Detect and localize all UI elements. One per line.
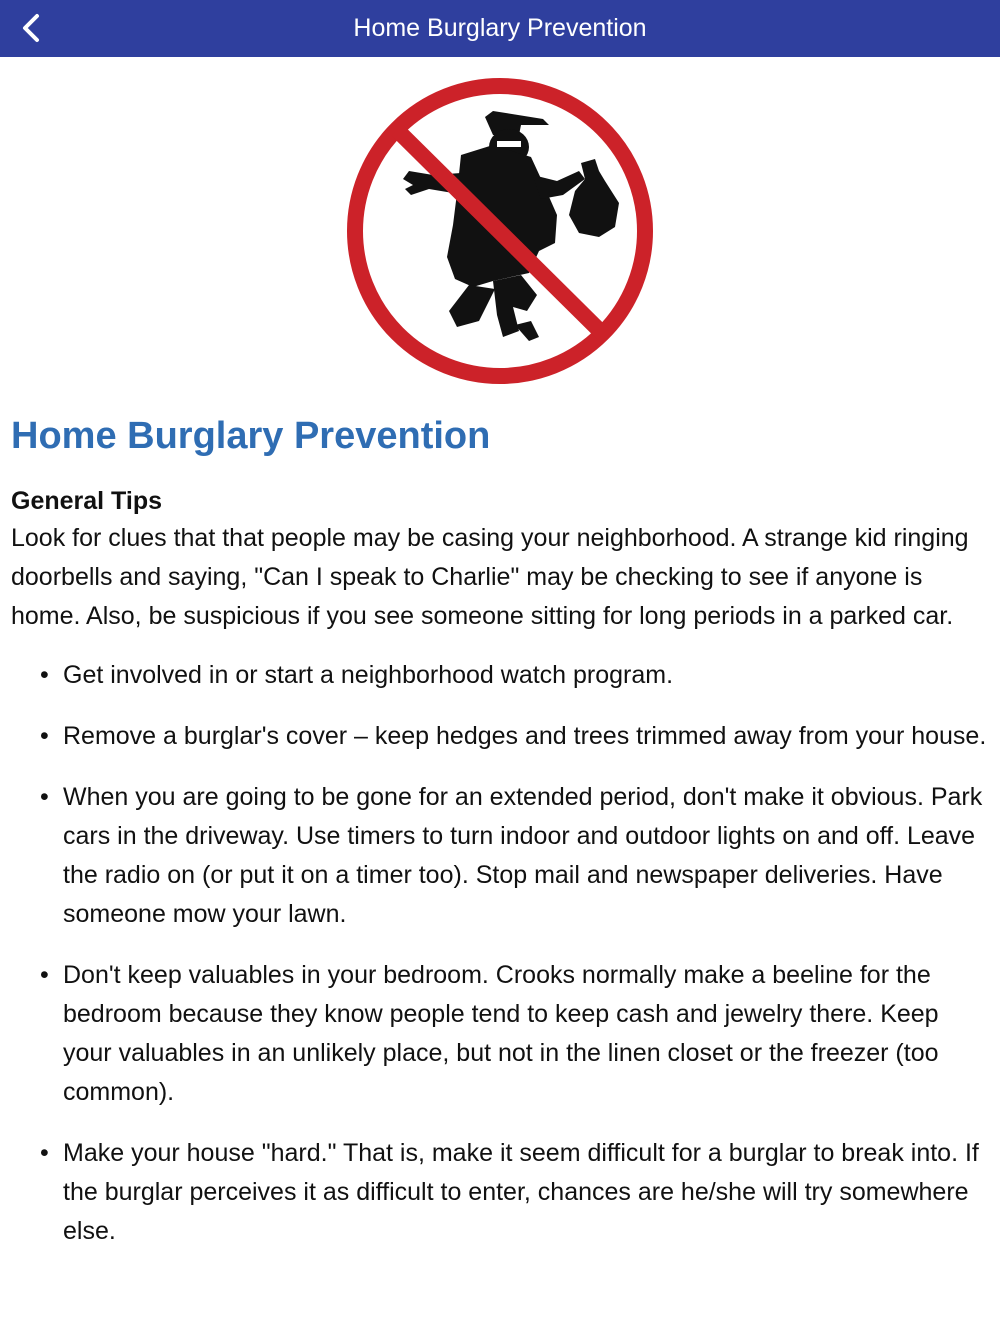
tips-list [11, 656, 991, 1251]
bullet-icon: • [40, 661, 49, 689]
tip-text: Remove a burglar's cover – keep hedges and trees trimmed away from your house. [63, 722, 987, 750]
bullet-icon: • [40, 783, 49, 811]
list-item [11, 778, 991, 934]
list-item [11, 656, 991, 695]
content-scroll-area[interactable] [0, 57, 1000, 1334]
bullet-icon: • [40, 961, 49, 989]
bullet-icon: • [40, 1139, 49, 1167]
section-heading: General Tips [11, 487, 162, 515]
no-burglar-icon [343, 75, 657, 387]
tip-text: Don't keep valuables in your bedroom. Crooks normally make a beeline for the bedroom because they know people tend to keep cash and jewelry there. Keep your valuables in an unlikely place, but not in the linen closet or the freezer (too common). [63, 961, 939, 1106]
tip-text: Get involved in or start a neighborhood watch program. [63, 661, 674, 689]
article-body [11, 483, 991, 1273]
article-title: Home Burglary Prevention [11, 415, 491, 457]
tip-text: When you are going to be gone for an extended period, don't make it obvious. Park cars in the driveway. Use timers to turn indoor and outdoor lights on and off. Leave the radio on (or put it on a timer too). Stop mail and newspaper deliveries. Have someone mow your lawn. [63, 783, 983, 928]
bullet-icon: • [40, 722, 49, 750]
back-button[interactable] [20, 8, 64, 48]
list-item [11, 956, 991, 1112]
navigation-bar [0, 0, 1000, 57]
nav-title: Home Burglary Prevention [353, 14, 647, 42]
chevron-left-icon [20, 13, 42, 43]
mask-eye-band [497, 141, 521, 147]
tip-text: Make your house "hard." That is, make it seem difficult for a burglar to break into. If the burglar perceives it as difficult to enter, chances are he/she will try somewhere else. [63, 1139, 979, 1245]
list-item [11, 717, 991, 756]
list-item [11, 1134, 991, 1251]
intro-paragraph: Look for clues that that people may be casing your neighborhood. A strange kid ringing doorbells and saying, "Can I speak to Charlie" may be checking to see if anyone is home. Also, be suspicious if you see someone sitting for long periods in a parked car. [11, 524, 969, 630]
